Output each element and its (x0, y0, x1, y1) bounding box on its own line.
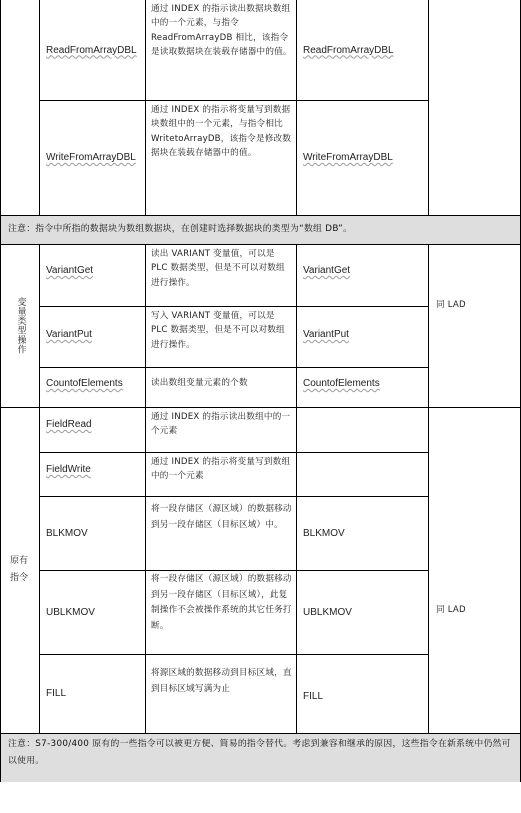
instruction-description: 将一段存储区（源区域）的数据移动到另一段存储区（目标区域），此复制操作不会被操作系统的其它任务打断。 (151, 574, 292, 631)
equivalent-instruction (303, 452, 427, 496)
table-row (46, 244, 143, 306)
table-row (46, 452, 143, 496)
instruction-name: WriteFromArrayDBL (46, 152, 136, 163)
instruction-name: UBLKMOV (46, 606, 95, 618)
note-text: 注意：S7-300/400 原有的一些指令可以被更方便、简易的指令替代。考虑到兼容和继承的原因，这些指令在新系统中仍然可以使用。 (8, 739, 511, 766)
group-label-legacy: 原有指令 (10, 556, 29, 583)
equivalent-instruction: CountofElements (303, 378, 380, 389)
table-row (46, 496, 143, 570)
table-row (46, 570, 143, 654)
table-row (46, 306, 143, 367)
instruction-description: 通过 INDEX 的指示读出数组中的一个元素 (151, 412, 291, 437)
equivalent-instruction: ReadFromArrayDBL (303, 44, 394, 56)
table-row (46, 100, 143, 215)
instruction-name: CountofElements (46, 378, 123, 389)
note-text: 注意：指令中所指的数据块为数组数据块，在创建时选择数据块的类型为“数组 DB”。 (8, 224, 353, 234)
equivalent-instruction: WriteFromArrayDBL (303, 152, 393, 163)
instruction-description: 通过 INDEX 的指示将变量写到数据块数组中的一个元素，与指令相比 WritetoArrayDB，该指令是修改数据块在装载存储器中的值。 (151, 105, 292, 159)
table-row (46, 367, 143, 407)
instruction-name: ReadFromArrayDBL (46, 44, 137, 56)
language-note-variant: 同 LAD (436, 300, 466, 311)
language-note-legacy: 同 LAD (436, 604, 466, 615)
equivalent-instruction (303, 407, 427, 452)
instruction-name: VariantGet (46, 265, 94, 276)
instruction-name: FieldRead (46, 419, 92, 430)
equivalent-instruction: BLKMOV (303, 527, 345, 539)
instruction-name: FieldWrite (46, 464, 91, 475)
table-row (46, 407, 143, 452)
equivalent-instruction: UBLKMOV (303, 606, 352, 618)
equivalent-instruction: VariantGet (303, 265, 351, 276)
instruction-description: 读出数组变量元素的个数 (151, 378, 248, 388)
instruction-name: FILL (46, 688, 67, 699)
table-row (46, 654, 143, 733)
instruction-name: BLKMOV (46, 527, 88, 539)
instruction-description: 将一段存储区（源区域）的数据移动到另一段存储区（目标区域）中。 (151, 504, 292, 530)
equivalent-instruction: FILL (303, 691, 324, 702)
instruction-description: 将源区域的数据移动到目标区域，直到目标区域写满为止 (151, 668, 292, 694)
instruction-name: VariantPut (46, 329, 92, 340)
equivalent-instruction: VariantPut (303, 329, 349, 340)
table-row (46, 0, 143, 100)
instruction-description: 通过 INDEX 的指示读出数据块数组中的一个元素，与指令 ReadFromArrayDB 相比，该指令是读取数据块在装载存储器中的值。 (151, 4, 292, 58)
instruction-description: 写入 VARIANT 变量值，可以是 PLC 数据类型，但是不可以对数组进行操作。 (151, 311, 285, 350)
instruction-description: 通过 INDEX 的指示将变量写到数组中的一个元素 (151, 457, 291, 482)
instruction-description: 读出 VARIANT 变量值，可以是 PLC 数据类型，但是不可以对数组进行操作。 (151, 249, 285, 288)
group-label-variant: 变量类型操作 (15, 297, 26, 354)
